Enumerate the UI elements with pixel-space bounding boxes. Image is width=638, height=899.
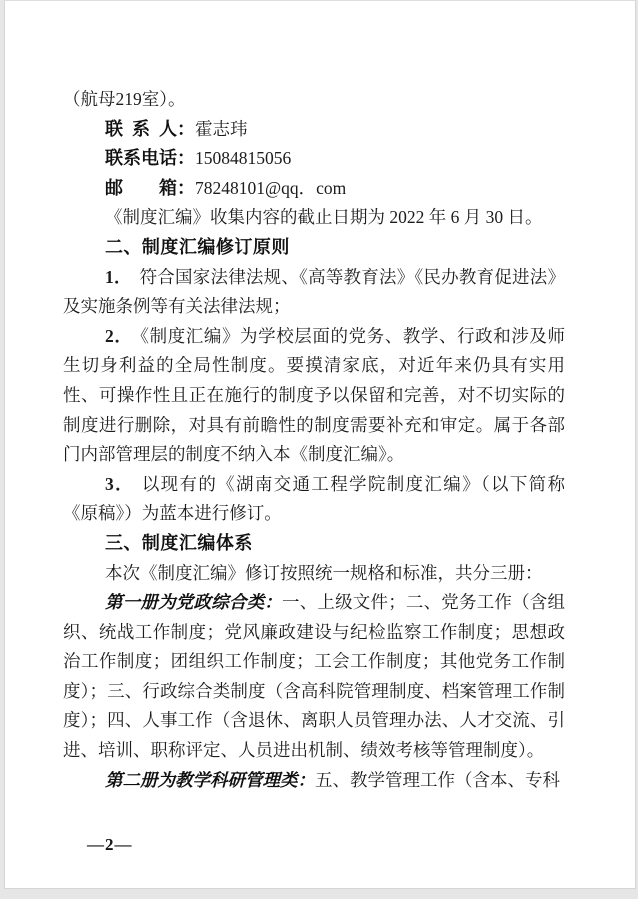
- document-page: [4, 0, 636, 889]
- list-number: 3．: [105, 473, 134, 494]
- numbered-paragraph-3: [63, 470, 565, 529]
- contact-person-line: [63, 115, 565, 145]
- volume-1-paragraph: [63, 588, 565, 766]
- volume-lead: 第一册为党政综合类：: [105, 592, 282, 613]
- list-number: 1．: [105, 266, 132, 287]
- list-number: 2．: [105, 325, 133, 346]
- paragraph-text: 《制度汇编》为学校层面的党务、教学、行政和涉及师生切身利益的全局性制度。要摸清家底，对近年来仍具有实用性、可操作性且正在施行的制度予以保留和完善，对不切实际的制度进行删除，对具有前瞻性的制度需要补充和审定。属于各部门内部管理层的制度不纳入本《制度汇编》。: [63, 325, 566, 465]
- contact-value: 78248101@qq．com: [195, 177, 347, 198]
- contact-email-line: [63, 174, 565, 204]
- contact-label: 联 系 人：: [105, 118, 195, 139]
- contact-value: 15084815056: [195, 148, 292, 169]
- system-intro-line: 本次《制度汇编》修订按照统一规格和标准，共分三册：: [105, 562, 543, 583]
- volume-2-paragraph: [63, 766, 565, 796]
- section-heading-2: 二、制度汇编修订原则: [104, 236, 290, 257]
- paragraph-text: 一、上级文件；二、党务工作（含组织、统战工作制度；党风廉政建设与纪检监察工作制度；思想政治工作制度；团组织工作制度；工会工作制度；其他党务工作制度）；三、行政综合类制度（含高科院管理制度、档案管理工作制度）；四、人事工作（含退休、离职人员管理办法、人才交流、引进、培训、职称评定、人员进出机制、绩效考核等管理制度）。: [63, 592, 565, 761]
- contact-label: 联系电话：: [105, 148, 195, 169]
- page-number: —2—: [87, 835, 133, 854]
- numbered-paragraph-1: [63, 263, 565, 322]
- page-content: [63, 85, 565, 795]
- paragraph-text: 以现有的《湖南交通工程学院制度汇编》（以下简称《原稿》）为蓝本进行修订。: [63, 473, 566, 524]
- contact-label: 邮 箱：: [105, 177, 195, 198]
- paragraph-text: 符合国家法律法规、《高等教育法》《民办教育促进法》及实施条例等有关法律法规；: [63, 266, 565, 317]
- contact-value: 霍志玮: [195, 118, 248, 139]
- numbered-paragraph-2: [63, 322, 565, 470]
- deadline-line: 《制度汇编》收集内容的截止日期为 2022 年 6 月 30 日。: [105, 207, 543, 228]
- section-heading-3: 三、制度汇编体系: [104, 532, 253, 553]
- volume-lead: 第二册为教学科研管理类：: [105, 769, 315, 790]
- paragraph-text: 五、教学管理工作（含本、专科: [315, 769, 560, 790]
- continuation-line: （航母219室）。: [63, 89, 186, 109]
- contact-phone-line: [63, 144, 565, 174]
